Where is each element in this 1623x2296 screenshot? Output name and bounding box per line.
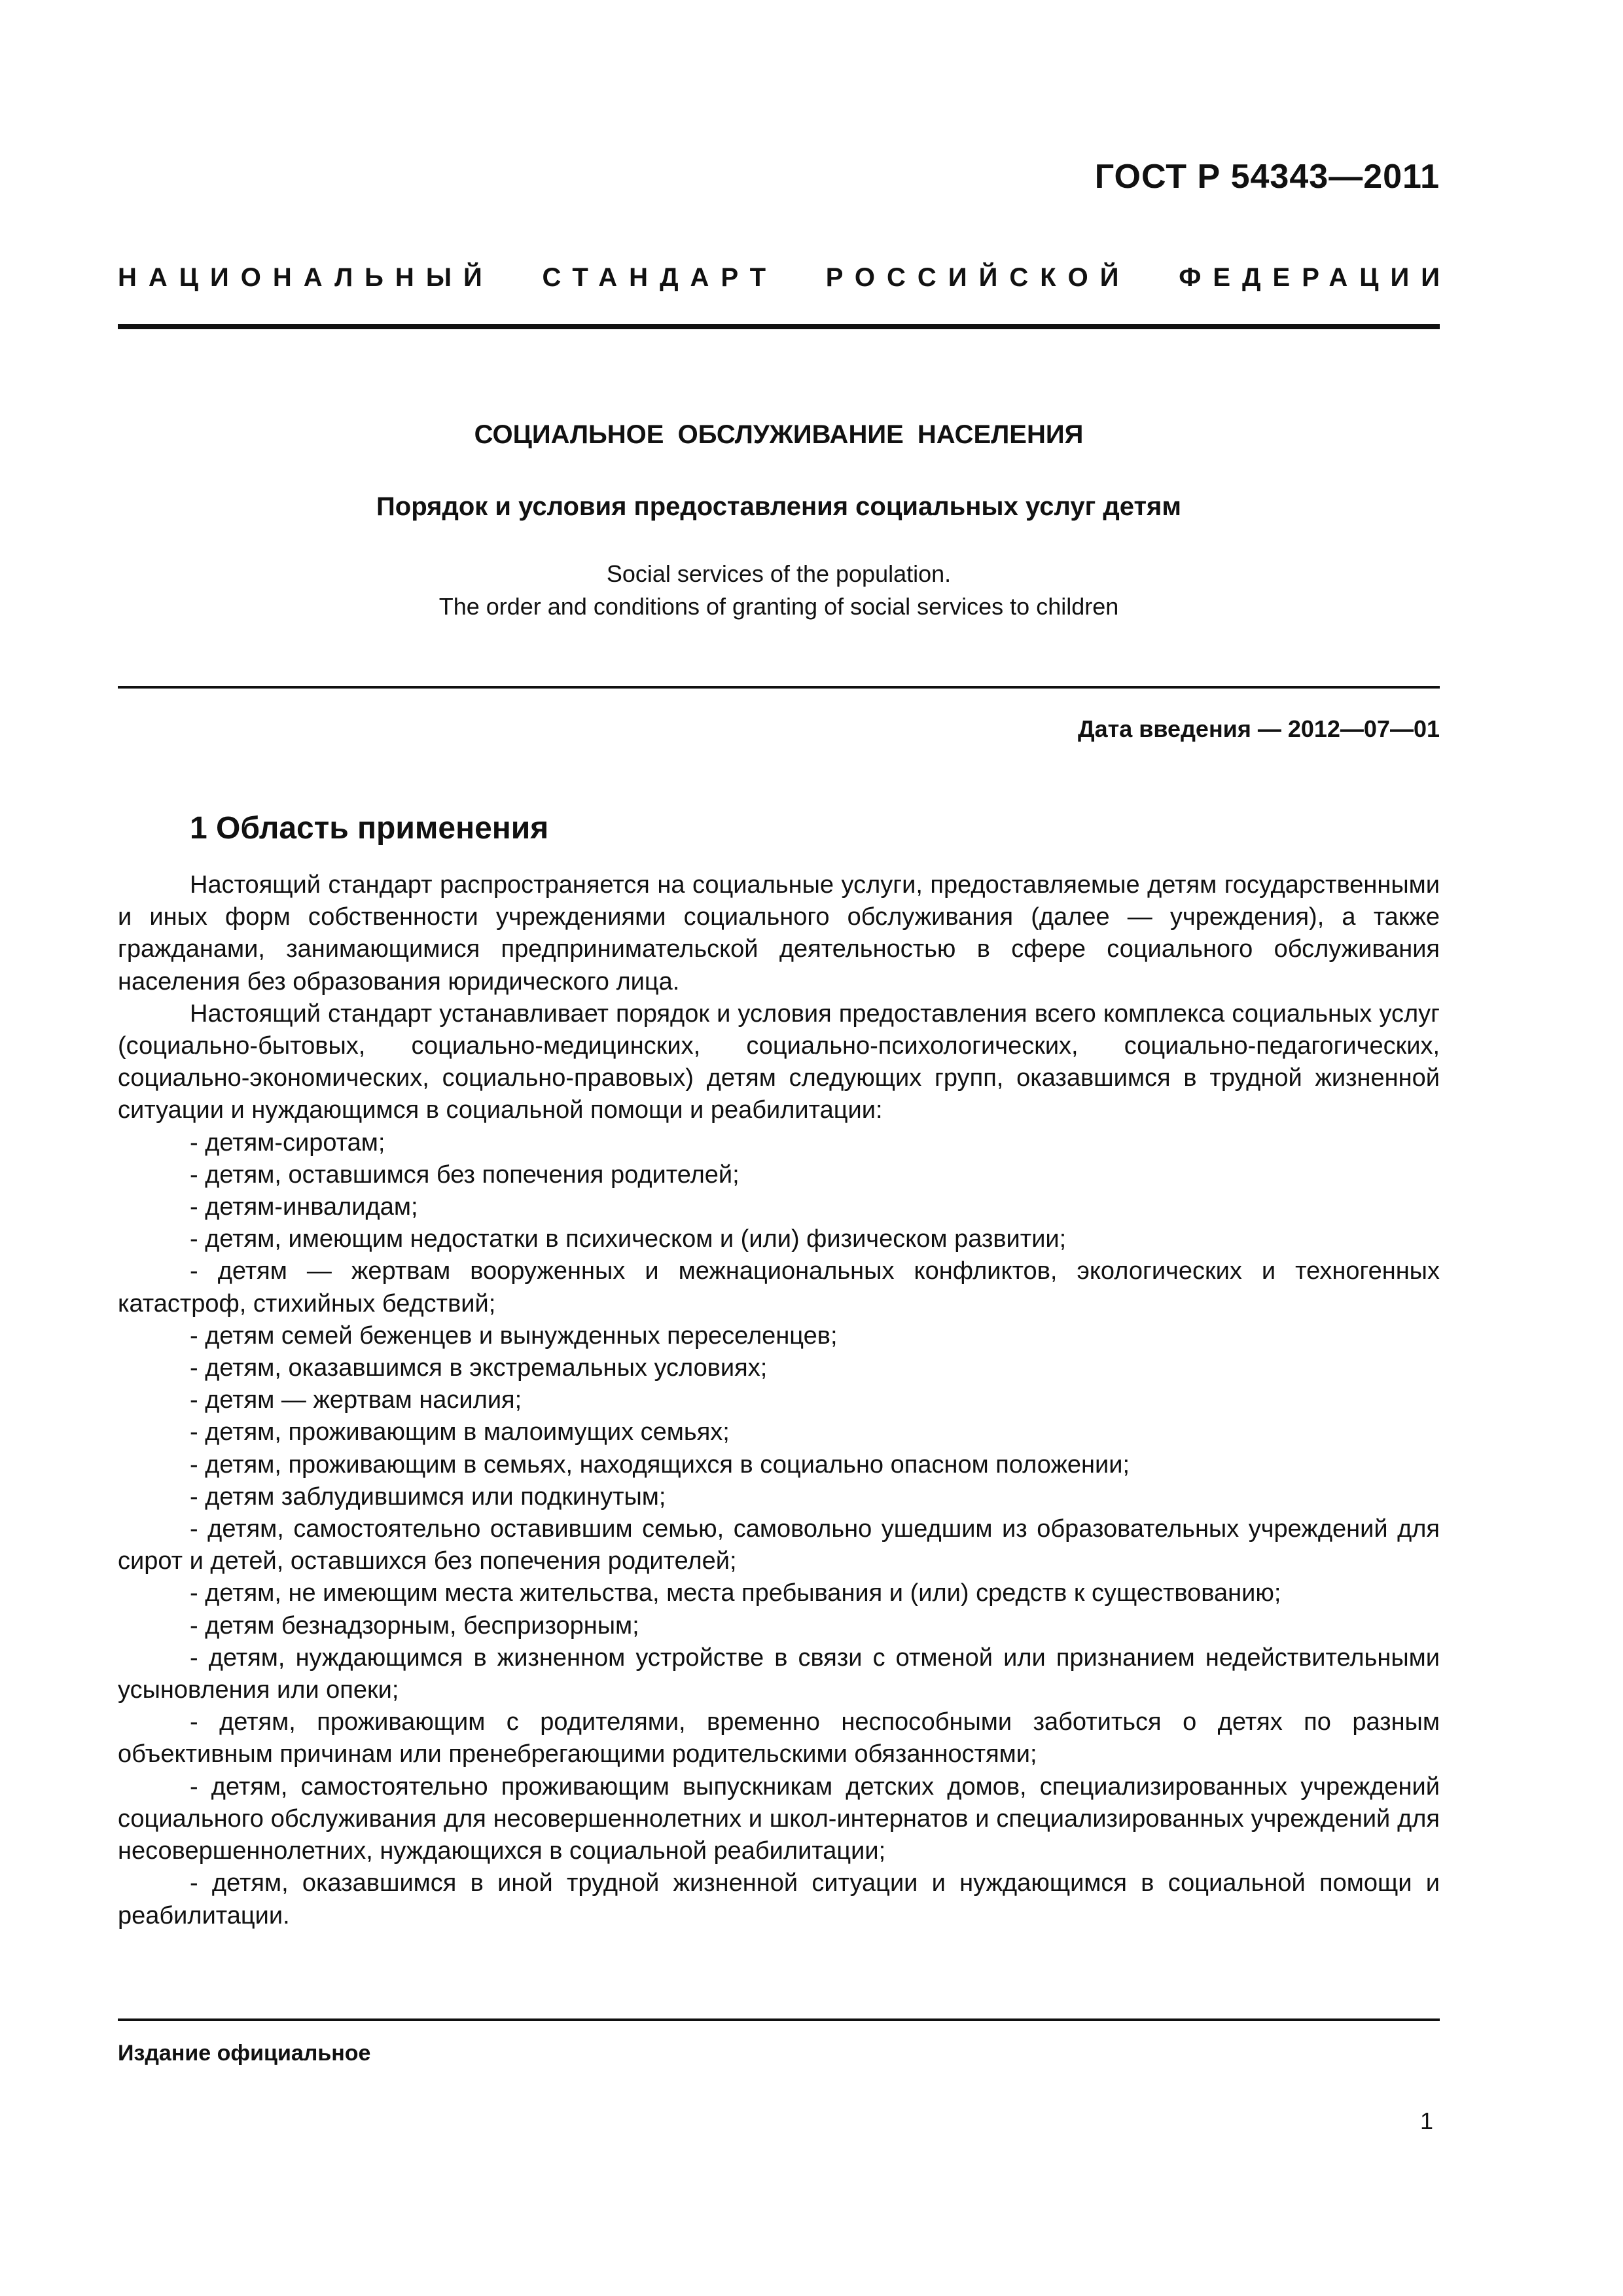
section-body	[118, 869, 1440, 1932]
title-divider	[118, 686, 1440, 689]
list-item: - детям, оставшимся без попечения родителей;	[190, 1160, 740, 1189]
footer-divider	[118, 2018, 1440, 2021]
list-item: - детям, нуждающимся в жизненном устройстве в связи с отменой или признанием недействительными усыновления или опеки;	[118, 1643, 1440, 1704]
banner-word-1: НАЦИОНАЛЬНЫЙ	[118, 263, 494, 292]
list-item: - детям-сиротам;	[190, 1128, 385, 1157]
list-item: - детям, оказавшимся в иной трудной жизненной ситуации и нуждающимся в социальной помощи и реабилитации.	[118, 1869, 1440, 1929]
english-title	[118, 558, 1440, 623]
list-item: - детям, имеющим недостатки в психическом и (или) физическом развитии;	[190, 1225, 1067, 1253]
section-heading: 1 Область применения	[190, 811, 549, 846]
paragraph: Настоящий стандарт устанавливает порядок и условия предоставления всего комплекса социальных услуг (социально-бытовых, социально-медицинских, социально-психологических, социально-педагогических, социально-экономических, социально-правовых) детям следующих групп, оказавшимся в трудной жизненной ситуации и нуждающимся в социальной помощи и реабилитации:	[118, 999, 1440, 1124]
banner-word-2: СТАНДАРТ	[542, 263, 778, 292]
document-title: СОЦИАЛЬНОЕ ОБСЛУЖИВАНИЕ НАСЕЛЕНИЯ	[474, 420, 1084, 449]
list-item: - детям, самостоятельно оставившим семью, самовольно ушедшим из образовательных учреждений для сирот и детей, оставшихся без попечения родителей;	[118, 1515, 1440, 1575]
document-subtitle: Порядок и условия предоставления социальных услуг детям	[376, 492, 1181, 521]
introduction-date: Дата введения — 2012—07—01	[1077, 715, 1440, 742]
list-item: - детям безнадзорным, беспризорным;	[190, 1611, 639, 1640]
list-item: - детям, не имеющим места жительства, места пребывания и (или) средств к существованию;	[190, 1579, 1281, 1607]
gost-number: ГОСТ Р 54343—2011	[1094, 158, 1440, 196]
list-item: - детям, проживающим в семьях, находящихся в социально опасном положении;	[190, 1450, 1130, 1479]
english-title-line-1: Social services of the population.	[606, 560, 952, 587]
list-item: - детям, проживающим с родителями, временно неспособными заботиться о детях по разным объективным причинам или пренебрегающими родительскими обязанностями;	[118, 1708, 1440, 1768]
header-divider	[118, 324, 1440, 329]
english-title-line-2: The order and conditions of granting of social services to children	[438, 593, 1119, 620]
list-item: - детям заблудившимся или подкинутым;	[190, 1482, 666, 1511]
official-edition-label: Издание официальное	[118, 2041, 371, 2066]
banner-word-3: РОССИЙСКОЙ	[825, 263, 1131, 292]
list-item: - детям — жертвам вооруженных и межнациональных конфликтов, экологических и техногенных катастроф, стихийных бедствий;	[118, 1257, 1440, 1318]
list-item: - детям-инвалидам;	[190, 1193, 418, 1221]
list-item: - детям, проживающим в малоимущих семьях;	[190, 1418, 730, 1446]
list-item: - детям семей беженцев и вынужденных переселенцев;	[190, 1321, 838, 1350]
page-number: 1	[1419, 2108, 1433, 2134]
list-item: - детям — жертвам насилия;	[190, 1386, 522, 1414]
list-item: - детям, самостоятельно проживающим выпускникам детских домов, специализированных учреждений социального обслуживания для несовершеннолетних и школ-интернатов и специализированных учреждений для несовершеннолетних, нуждающихся в социальной реабилитации;	[118, 1772, 1440, 1865]
paragraph: Настоящий стандарт распространяется на социальные услуги, предоставляемые детям государственными и иных форм собственности учреждениями социального обслуживания (далее — учреждения), а также гражданами, занимающимися предпринимательской деятельностью в сфере социального обслуживания населения без образования юридического лица.	[118, 871, 1440, 996]
banner-word-4: ФЕДЕРАЦИИ	[1179, 263, 1452, 292]
list-item: - детям, оказавшимся в экстремальных условиях;	[190, 1354, 768, 1382]
national-standard-banner	[118, 263, 1452, 293]
